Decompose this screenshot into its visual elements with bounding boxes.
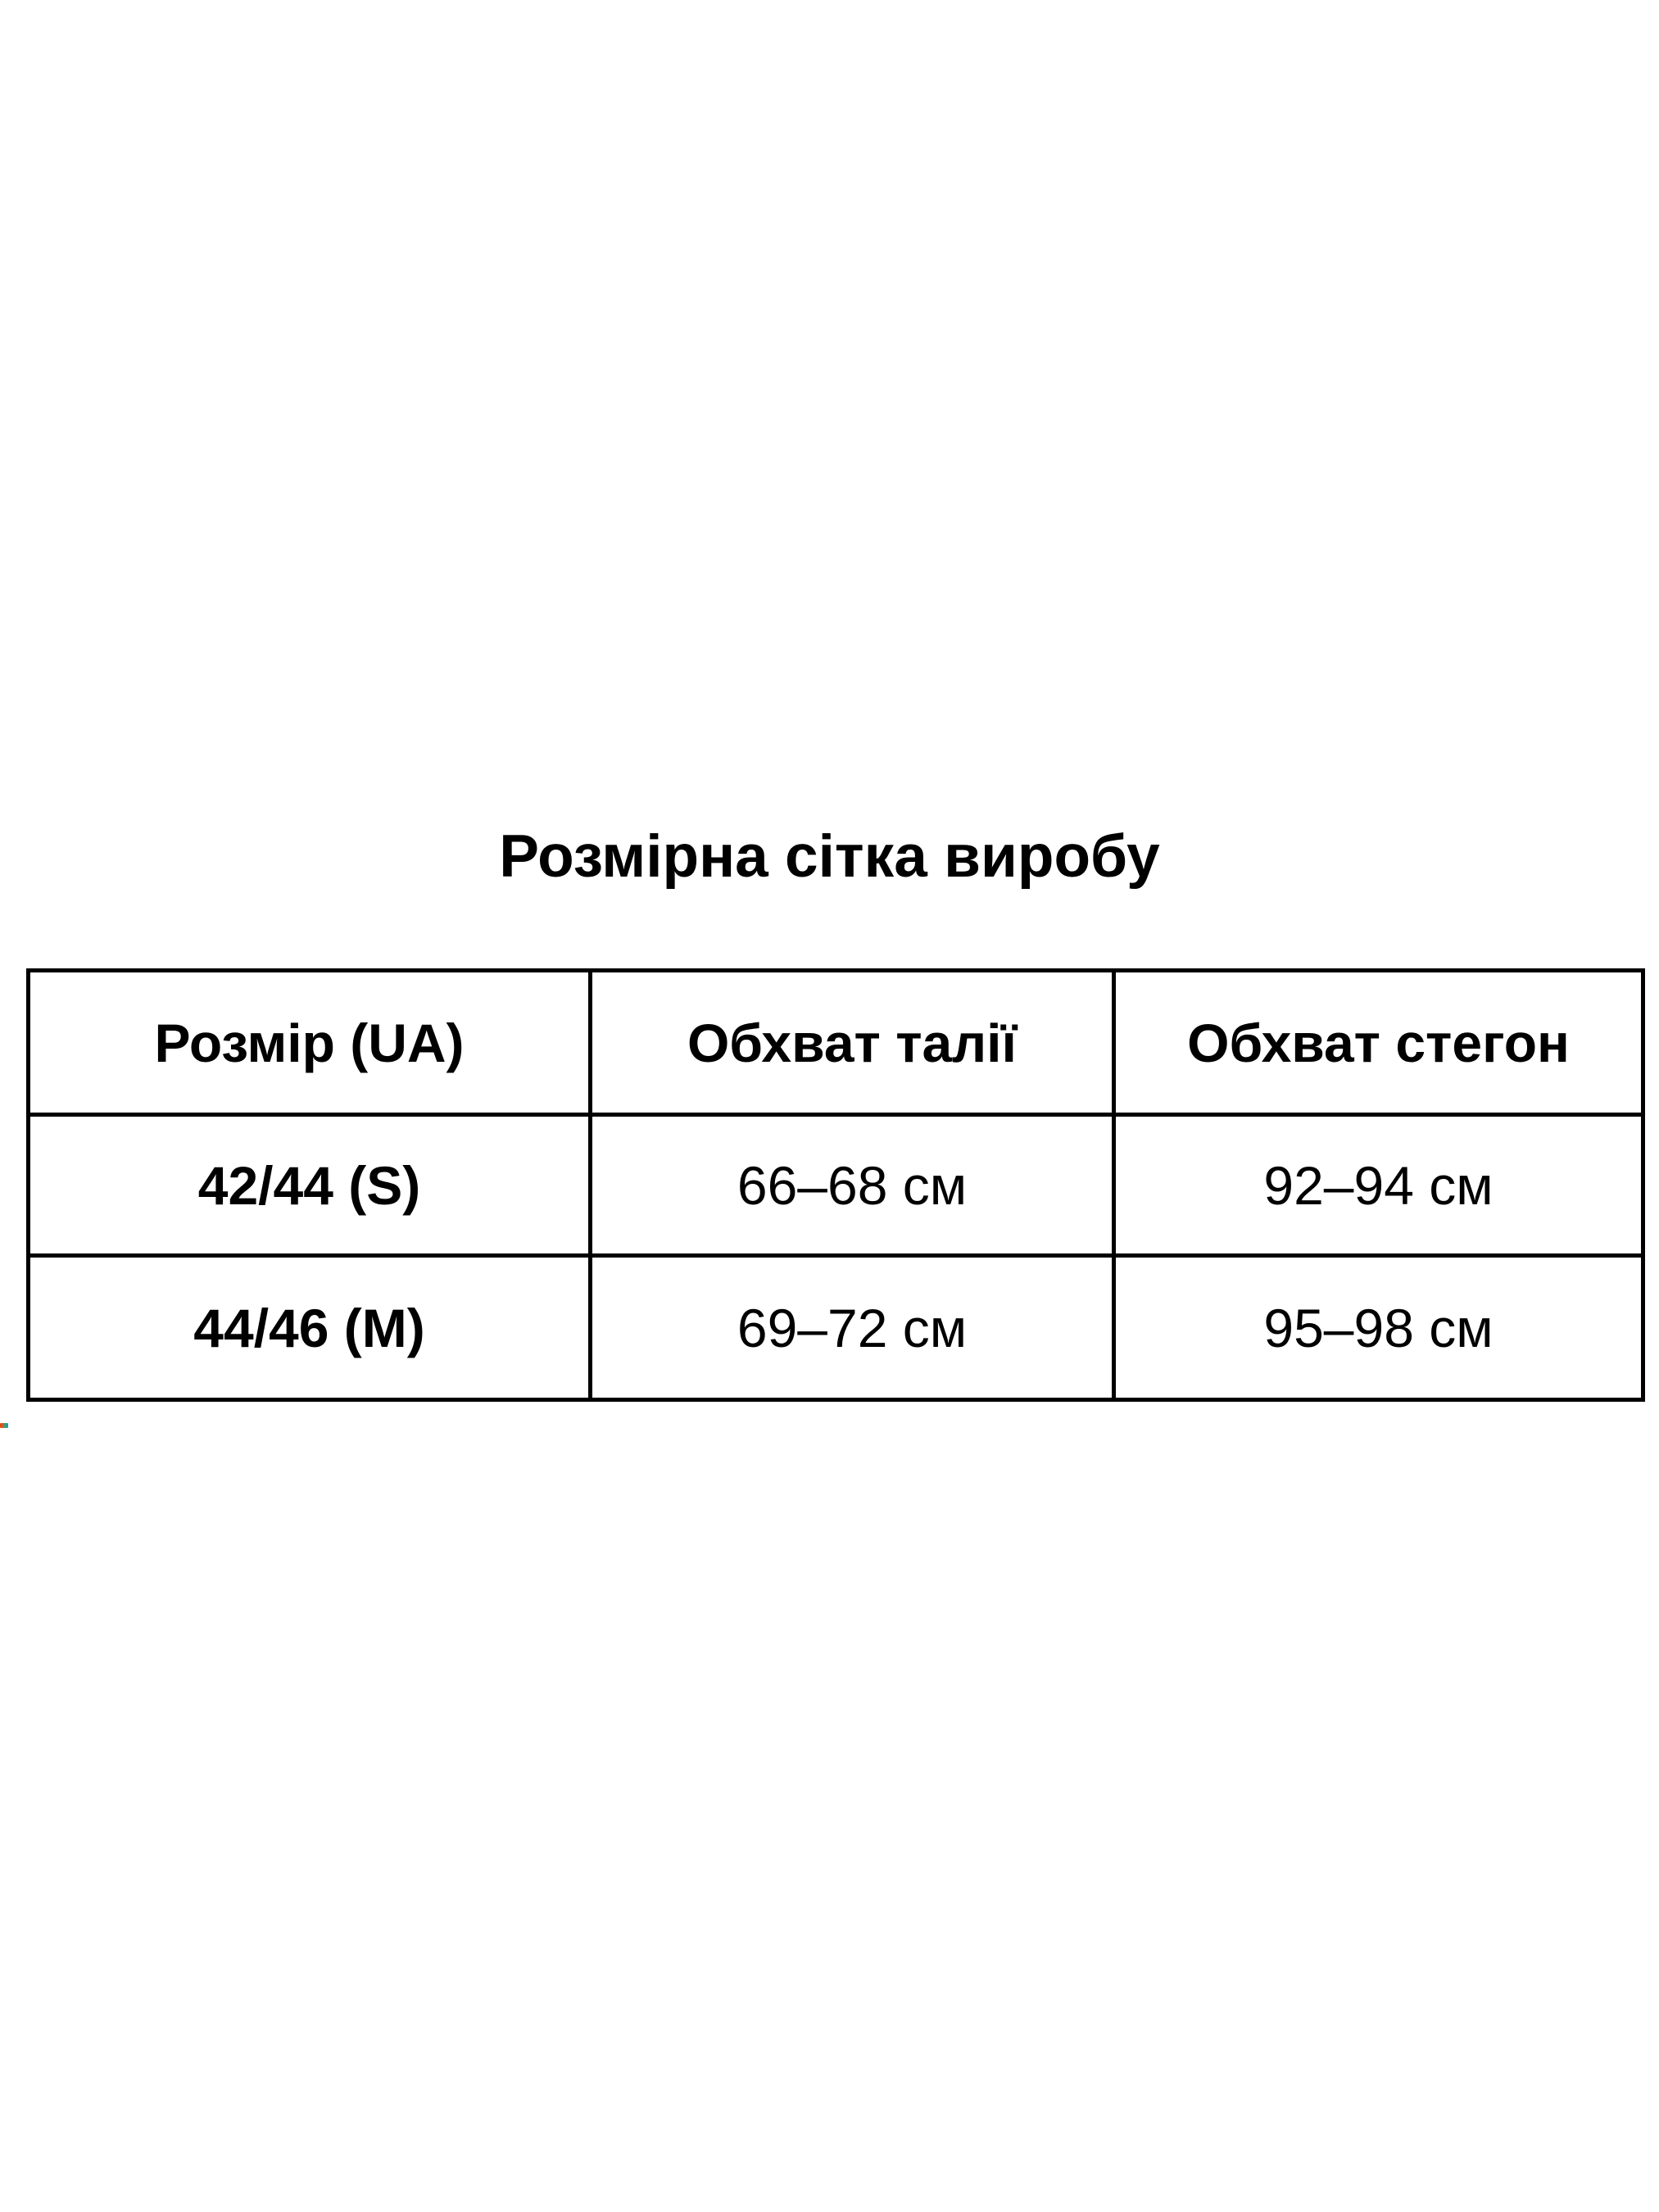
cell-size: 44/46 (M) [29, 1256, 591, 1400]
cell-waist: 66–68 см [591, 1115, 1114, 1256]
cell-size: 42/44 (S) [29, 1115, 591, 1256]
column-header-hips: Обхват стегон [1114, 971, 1643, 1115]
cell-waist: 69–72 см [591, 1256, 1114, 1400]
table-row [29, 1256, 1643, 1400]
column-header-waist: Обхват талії [591, 971, 1114, 1115]
cell-hips: 95–98 см [1114, 1256, 1643, 1400]
table-row [29, 1115, 1643, 1256]
edge-artifact-speck [0, 1423, 8, 1428]
page-title: Розмірна сітка виробу [499, 823, 1160, 890]
column-header-size: Розмір (UA) [29, 971, 591, 1115]
size-table [26, 968, 1645, 1402]
size-table-header-row [29, 971, 1643, 1115]
cell-hips: 92–94 см [1114, 1115, 1643, 1256]
